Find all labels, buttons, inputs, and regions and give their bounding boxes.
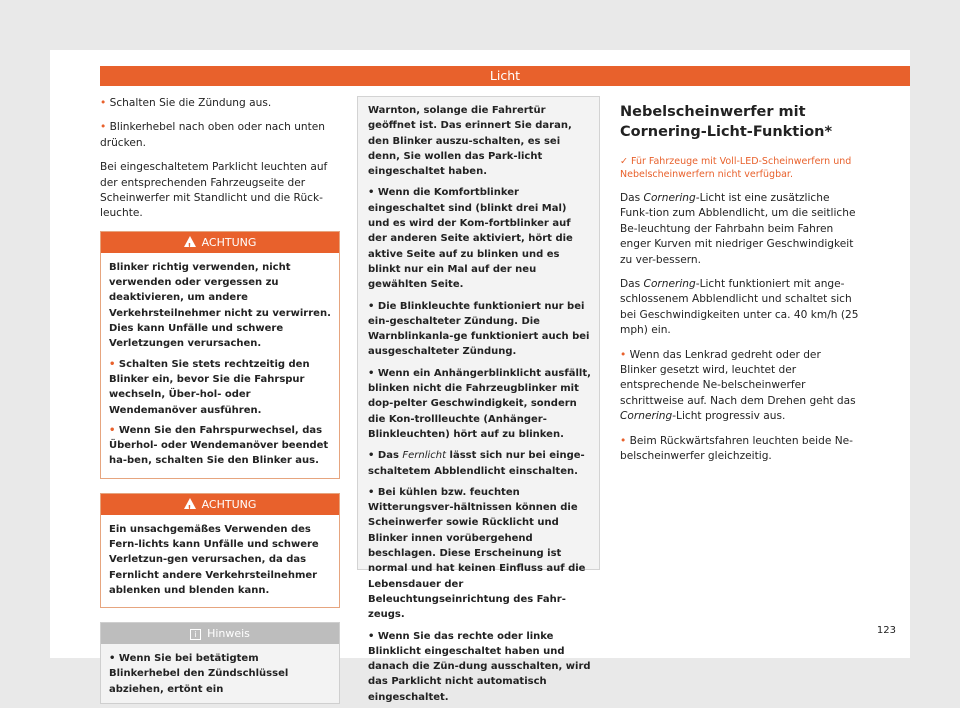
bullet: •: [620, 434, 627, 447]
paragraph: • Blinkerhebel nach oben oder nach unten drücken.: [100, 121, 326, 149]
paragraph: • Beim Rückwärtsfahren leuchten beide Ne-belscheinwerfer gleichzeitig.: [620, 434, 853, 463]
availability-hint: ✓ Für Fahrzeuge mit Voll-LED-Scheinwerfern und Nebelscheinwerfern nicht verfügbar.: [620, 156, 852, 180]
note-header: i Hinweis: [101, 623, 339, 644]
column-3: [620, 96, 860, 474]
warning-header: !ACHTUNG: [101, 494, 339, 515]
bullet: •: [109, 358, 116, 370]
paragraph: Bei eingeschaltetem Parklicht leuchten auf der entsprechenden Fahrzeugseite der Scheinwerfer mit Standlicht und die Rück-leuchte.: [100, 161, 328, 220]
warning-box: [100, 231, 340, 479]
note-continuation-box: Warnton, solange die Fahrertür geöffnet ist. Das erinnert Sie daran, den Blinker auszu-schalten, es sei denn, Sie wollen das Park-licht eingeschaltet haben. • Wenn die Komfortblinker eingeschaltet sind (blinkt drei Mal) und es wird der Kom-fortblinker auf der anderen Seite aktiviert, hört die aktive Seite auf zu blinken und es blinkt nur ein Mal auf der neu gewählten Seite. • Die Blinkleuchte funktioniert nur bei ein-geschalteter Zündung. Die Warnblinkanla-ge funktioniert auch bei ausgeschalteter Zündung. • Wenn ein Anhängerblinklicht ausfällt, blinken nicht die Fahrzeugblinker mit dop-pelter Geschwindigkeit, sondern die Kon-trollleuchte (Anhänger-Blinkleuchten) hört auf zu blinken. • Das Fernlicht lässt sich nur bei einge-schaltetem Abblendlicht einschalten. • Bei kühlen bzw. feuchten Witterungsver-hältnissen können die Scheinwerfer sowie Rücklicht und Blinker innen vorübergehend beschlagen. Diese Erscheinung ist normal und hat keinen Einfluss auf die Lebensdauer der Beleuchtungseinrichtung des Fahr-zeugs. • Wenn Sie das rechte oder linke Blinklicht eingeschaltet haben und danach die Zün-dung ausschalten, wird das Parklicht nicht automatisch eingeschaltet.: [357, 96, 600, 570]
column-1: [100, 96, 340, 704]
bullet: •: [368, 300, 375, 312]
bullet: •: [100, 121, 107, 134]
bullet: •: [368, 367, 375, 379]
info-icon: i: [190, 629, 201, 640]
section-header: Licht: [100, 66, 910, 86]
warning-box: [100, 493, 340, 608]
bullet: •: [109, 653, 116, 665]
warning-body: Ein unsachgemäßes Verwenden des Fern-lichts kann Unfälle und schwere Verletzun-gen verursachen, da das Fernlicht andere Verkehrsteilnehmer ablenken und blenden kann.: [109, 523, 319, 596]
paragraph: Das Cornering-Licht ist eine zusätzliche Funk-tion zum Abblendlicht, um die seitliche Be-leuchtung der Fahrbahn beim Fahren enger Kurven mit niedriger Geschwindigkeit zu ver-bessern.: [620, 192, 856, 266]
bullet: •: [368, 486, 375, 498]
bullet: •: [620, 348, 627, 361]
check-icon: ✓: [620, 156, 628, 167]
page: [50, 50, 910, 703]
paragraph: • Schalten Sie die Zündung aus.: [100, 97, 272, 109]
warning-triangle-icon: [184, 236, 196, 247]
note-box: [100, 622, 340, 704]
bullet: •: [100, 97, 107, 109]
bullet: •: [109, 424, 116, 436]
note-body: • Wenn Sie bei betätigtem Blinkerhebel den Zündschlüssel abziehen, ertönt ein: [101, 644, 339, 703]
column-2: [357, 96, 600, 703]
warning-header: !ACHTUNG: [101, 232, 339, 253]
paragraph: Das Cornering-Licht funktioniert mit ange-schlossenem Abblendlicht und schaltet sich bei Geschwindigkeiten unter ca. 40 km/h (25 mph) ein.: [620, 278, 859, 337]
section-heading: Nebelscheinwerfer mit Cornering-Licht-Funktion*: [620, 104, 833, 140]
bullet: •: [368, 450, 375, 462]
warning-triangle-icon: [184, 498, 196, 509]
paragraph: • Wenn das Lenkrad gedreht oder der Blinker gesetzt wird, leuchtet der entsprechende Ne-belscheinwerfer schrittweise auf. Nach dem Drehen geht das Cornering-Licht progressiv aus.: [620, 348, 856, 423]
bullet: •: [368, 187, 375, 199]
warning-body: Blinker richtig verwenden, nicht verwenden oder vergessen zu deaktivieren, um andere Verkehrsteilnehmer nicht zu verwirren. Dies kann Unfälle und schwere Verletzungen verursachen. • Schalten Sie stets rechtzeitig den Blinker ein, bevor Sie die Fahrspur wechseln, Über-hol- oder Wendemanöver ausführen. • Wenn Sie den Fahrspurwechsel, das Überhol- oder Wendemanöver beendet ha-ben, schalten Sie den Blinker aus.: [109, 261, 331, 467]
bullet: •: [368, 630, 375, 642]
page-number: 123: [876, 625, 896, 636]
